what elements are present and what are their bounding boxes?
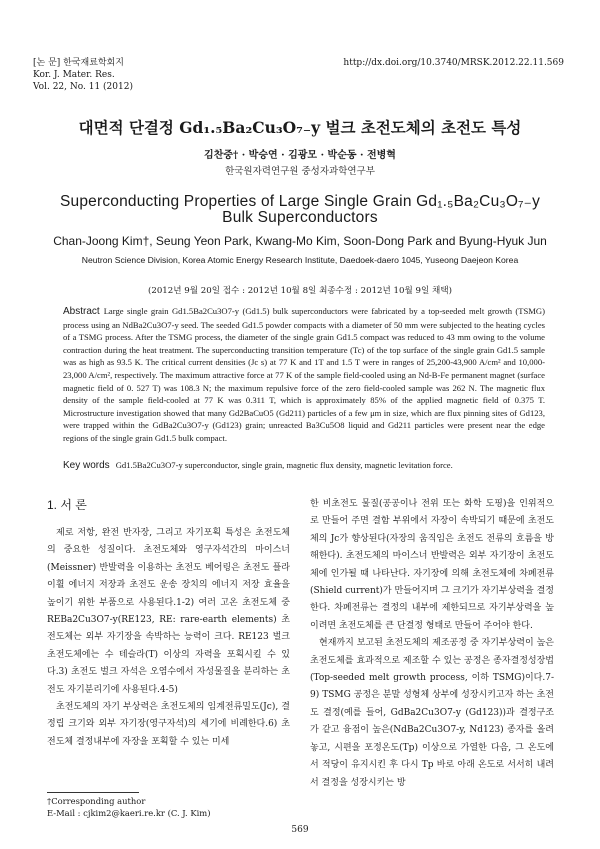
journal-name-en: Kor. J. Mater. Res. bbox=[33, 70, 115, 80]
korean-authors: 김찬중† · 박승연 · 김광모 · 박순동 · 전병혁 bbox=[204, 150, 396, 161]
keywords-label: Key words bbox=[63, 460, 110, 471]
section-heading-introduction: 1. 서 론 bbox=[47, 498, 87, 512]
journal-name-ko: [논 문] 한국재료학회지 bbox=[33, 58, 124, 68]
keywords bbox=[63, 460, 545, 471]
english-title-line1: Superconducting Properties of Large Single Grain Gd₁.₅Ba₂Cu₃O₇₋y bbox=[59, 193, 541, 210]
corresponding-author-email[interactable]: E-Mail : cjkim2@kaeri.re.kr (C. J. Kim) bbox=[47, 808, 211, 818]
paragraph: 초전도체의 자기 부상력은 초전도체의 임계전류밀도(Jc), 결정립 크기와 외부 자기장(영구자석)의 세기에 비례한다.6) 초전도체 결정내부에 자장을 포획할 수 있는 미세 bbox=[47, 702, 290, 747]
keywords-text: Gd1.5Ba2Cu3O7-y superconductor, single grain, magnetic flux density, magnetic levitation force. bbox=[115, 460, 453, 470]
left-column bbox=[47, 525, 290, 751]
abstract-text: Large single grain Gd1.5Ba2Cu3O7-y (Gd1.5) bulk superconductors were fabricated by a top-seeded melt growth (TSMG) process using an NdBa2Cu3O7-y seed. The seeded Gd1.5 powder compacts with a diameter of 50 mm were subjected to the heating cycles of a TSMG process. After the TSMG process, the diameter of the single grain Gd1.5 compact was reduced to 43 mm owing to the volume contraction during the heat treatment. The superconducting transition temperature (Tc) of the top surface of the single grain Gd1.5 sample was as high as 93.5 K. The critical current densities (Jc s) at 77 K and 1T and 1.5 T were in ranges of 25,200-43,900 A/cm² and 10,000-23,000 A/cm², respectively. The maximum attractive force at 77 K of the sample field-cooled using an Nd-B-Fe permanent magnet (surface magnetic field of 0. 527 T) was 108.3 N; the maximum repulsive force of the zero field-cooled sample was 262 N. The magnetic flux density of the sample field-cooled at 77 K was 0.311 T, which is approximately 85% of the applied magnetic field of 0.375 T. Microstructure investigation showed that many Gd2BaCuO5 (Gd211) particles of a few μm in size, which are flux pinning sites of Gd123, were trapped within the GdBa2Cu3O7-y (Gd123) grain; unreacted Ba3Cu5O8 liquid and Gd211 particles were present near the edge regions of the single grain Gd1.5 bulk compact. bbox=[63, 306, 545, 443]
doi-link[interactable]: http://dx.doi.org/10.3740/MRSK.2012.22.11.569 bbox=[343, 58, 564, 68]
right-column bbox=[310, 496, 554, 792]
journal-volume: Vol. 22, No. 11 (2012) bbox=[33, 82, 133, 92]
received-dates: (2012년 9월 20일 접수 : 2012년 10월 8일 최종수정 : 2012년 10월 9일 채택) bbox=[148, 286, 452, 296]
page-number: 569 bbox=[291, 825, 309, 835]
paragraph: 현재까지 보고된 초전도체의 제조공정 중 자기부상력이 높은 초전도체를 효과적으로 제조할 수 있는 공정은 종자결정성장법(Top-seeded melt growth process, 이하 TSMG)이다.7-9) TSMG 공정은 분말 성형체 상부에 성장시키고자 하는 초전도 결정(예를 들어, GdBa2Cu3O7-y (Gd123))과 결정구조가 같고 융점이 높은(NdBa2Cu3O7-y, Nd123) 종자를 올려놓고, 시편을 포정온도(Tp) 이상으로 가열한 다음, 그 온도에서 적당이 유지시킨 후 다시 Tp 바로 아래 온도로 서서히 내려서 결정을 성장시키는 방 bbox=[310, 638, 554, 788]
english-title-line2: Bulk Superconductors bbox=[222, 209, 378, 226]
corresponding-author-label: †Corresponding author bbox=[47, 796, 146, 806]
english-affiliation: Neutron Science Division, Korea Atomic Energy Research Institute, Daedoek-daero 1045, Yuseong Daejeon Korea bbox=[81, 255, 519, 265]
abstract-label: Abstract bbox=[63, 306, 100, 317]
english-authors: Chan-Joong Kim†, Seung Yeon Park, Kwang-Mo Kim, Soon-Dong Park and Byung-Hyuk Jun bbox=[53, 234, 547, 248]
korean-title: 대면적 단결정 Gd₁.₅Ba₂Cu₃O₇₋y 벌크 초전도체의 초전도 특성 bbox=[78, 118, 522, 137]
footnote-rule bbox=[47, 792, 139, 793]
paragraph: 제로 저항, 완전 반자장, 그리고 자기포획 특성은 초전도체의 중요한 성질이다. 초전도체와 영구자석간의 마이스너(Meissner) 반발력을 이용하는 초전도 베어링은 초전도 플라이휠 에너지 저장과 초전도 운송 장치의 에너지 저장 효율을 높이기 위한 부품으로 사용된다.1-2) 여러 고온 초전도체 중 REBa2Cu3O7-y(RE123, RE: rare-earth elements) 초전도체는 외부 자기장을 속박하는 능력이 크다. RE123 벌크 초전도체에는 수 테슬라(T) 이상의 자력을 포획시킬 수 있다.3) 초전도 벌크 자석은 오염수에서 자성물질을 분리하는 초전도 자기분리기에 사용된다.4-5) bbox=[47, 528, 290, 695]
abstract bbox=[63, 305, 545, 445]
paragraph: 한 비초전도 물질(공공이나 전위 또는 화학 도핑)을 인위적으로 만들어 주면 결함 부위에서 자장이 속박되기 때문에 초전도체의 Jc가 향상된다(자장의 움직임은 초전도 전류의 흐름을 방해한다). 초전도체의 마이스너 반발력은 외부 자기장이 초전도체에 인가될 때 나타난다. 자기장에 의해 초전도체에 차폐전류(Shield current)가 만들어지며 그 크기가 자기부상력을 결정한다. 차폐전류는 결정의 내부에 제한되므로 자기부상력을 높이려면 초전도체를 큰 단결정 형태로 만들어 주어야 한다. bbox=[310, 499, 554, 631]
korean-affiliation: 한국원자력연구원 중성자과학연구부 bbox=[225, 166, 375, 177]
